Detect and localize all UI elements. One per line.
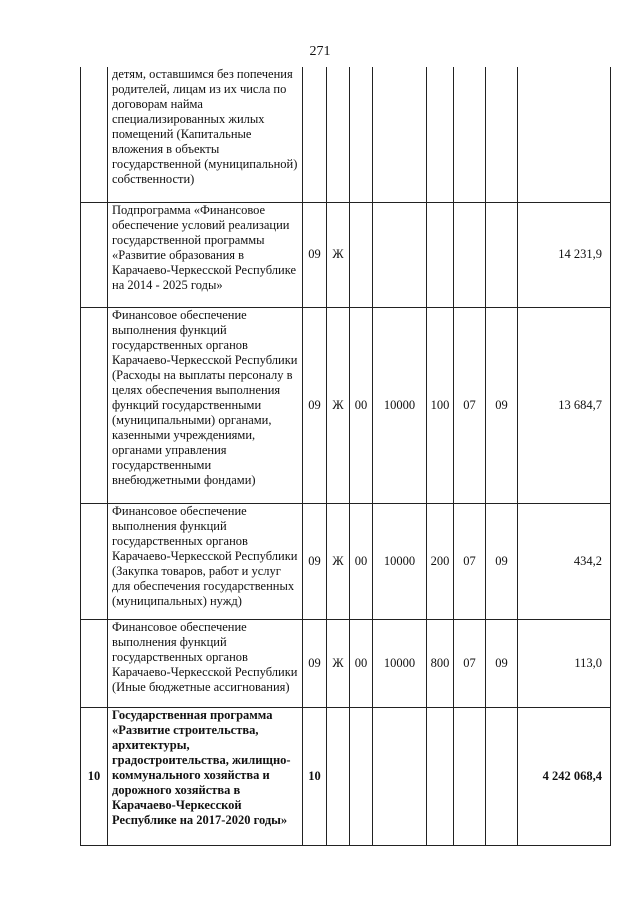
amount-cell: 434,2	[518, 503, 611, 619]
section-code-cell: 07	[454, 503, 486, 619]
program-code-cell	[303, 67, 327, 202]
expense-type-cell	[427, 202, 454, 307]
page-number: 271	[309, 44, 331, 59]
expense-type-cell: 800	[427, 619, 454, 707]
subprogram-code-cell	[327, 67, 350, 202]
expense-type-cell: 200	[427, 503, 454, 619]
item-name-cell: Финансовое обеспечение выполнения функций государственных органов Карачаево-Черкесской Республики (Иные бюджетные ассигнования)	[108, 619, 303, 707]
item-name-cell: Финансовое обеспечение выполнения функций государственных органов Карачаево-Черкесской Республики (Расходы на выплаты персоналу в целях обеспечения выполнения функций государственными (муниципальными) органами, казенными учреждениями, органами управления государственными внебюджетными фондами)	[108, 307, 303, 503]
table-row	[81, 503, 611, 619]
subprogram-code-cell: Ж	[327, 307, 350, 503]
main-activity-code-cell: 00	[350, 307, 373, 503]
program-code-cell: 09	[303, 307, 327, 503]
direction-code-cell	[373, 202, 427, 307]
row-number-cell	[81, 202, 108, 307]
main-activity-code-cell	[350, 67, 373, 202]
table-row	[81, 707, 611, 845]
subsection-code-cell: 09	[486, 307, 518, 503]
main-activity-code-cell: 00	[350, 619, 373, 707]
subprogram-code-cell: Ж	[327, 619, 350, 707]
subprogram-code-cell: Ж	[327, 202, 350, 307]
row-number-cell	[81, 503, 108, 619]
subsection-code-cell	[486, 202, 518, 307]
subprogram-code-cell: Ж	[327, 503, 350, 619]
section-code-cell	[454, 707, 486, 845]
main-activity-code-cell	[350, 202, 373, 307]
amount-cell: 4 242 068,4	[518, 707, 611, 845]
amount-cell	[518, 67, 611, 202]
subprogram-code-cell	[327, 707, 350, 845]
row-number-cell	[81, 67, 108, 202]
row-number-cell	[81, 307, 108, 503]
direction-code-cell	[373, 67, 427, 202]
section-code-cell	[454, 67, 486, 202]
expense-type-cell: 100	[427, 307, 454, 503]
main-activity-code-cell	[350, 707, 373, 845]
item-name-cell: Финансовое обеспечение выполнения функций государственных органов Карачаево-Черкесской Республики (Закупка товаров, работ и услуг для обеспечения государственных (муниципальных) нужд)	[108, 503, 303, 619]
expense-type-cell	[427, 67, 454, 202]
amount-cell: 14 231,9	[518, 202, 611, 307]
row-number-cell: 10	[81, 707, 108, 845]
table-row	[81, 202, 611, 307]
direction-code-cell: 10000	[373, 503, 427, 619]
section-code-cell	[454, 202, 486, 307]
budget-table	[80, 67, 611, 846]
section-code-cell: 07	[454, 619, 486, 707]
direction-code-cell: 10000	[373, 619, 427, 707]
subsection-code-cell	[486, 707, 518, 845]
program-code-cell: 09	[303, 619, 327, 707]
row-number-cell	[81, 619, 108, 707]
program-code-cell: 10	[303, 707, 327, 845]
amount-cell: 113,0	[518, 619, 611, 707]
subsection-code-cell: 09	[486, 503, 518, 619]
table-row	[81, 619, 611, 707]
program-code-cell: 09	[303, 503, 327, 619]
main-activity-code-cell: 00	[350, 503, 373, 619]
subsection-code-cell: 09	[486, 619, 518, 707]
program-code-cell: 09	[303, 202, 327, 307]
item-name-cell: детям, оставшимся без попечения родителей, лицам из их числа по договорам найма специализированных жилых помещений (Капитальные вложения в объекты государственной (муниципальной) собственности)	[108, 67, 303, 202]
table-row	[81, 307, 611, 503]
amount-cell: 13 684,7	[518, 307, 611, 503]
direction-code-cell	[373, 707, 427, 845]
expense-type-cell	[427, 707, 454, 845]
direction-code-cell: 10000	[373, 307, 427, 503]
subsection-code-cell	[486, 67, 518, 202]
section-code-cell: 07	[454, 307, 486, 503]
item-name-cell: Государственная программа «Развитие строительства, архитектуры, градостроительства, жилищно-коммунального хозяйства и дорожного хозяйства в Карачаево-Черкесской Республике на 2017-2020 годы»	[108, 707, 303, 845]
item-name-cell: Подпрограмма «Финансовое обеспечение условий реализации государственной программы «Развитие образования в Карачаево-Черкесской Республике на 2014 - 2025 годы»	[108, 202, 303, 307]
table-row	[81, 67, 611, 202]
